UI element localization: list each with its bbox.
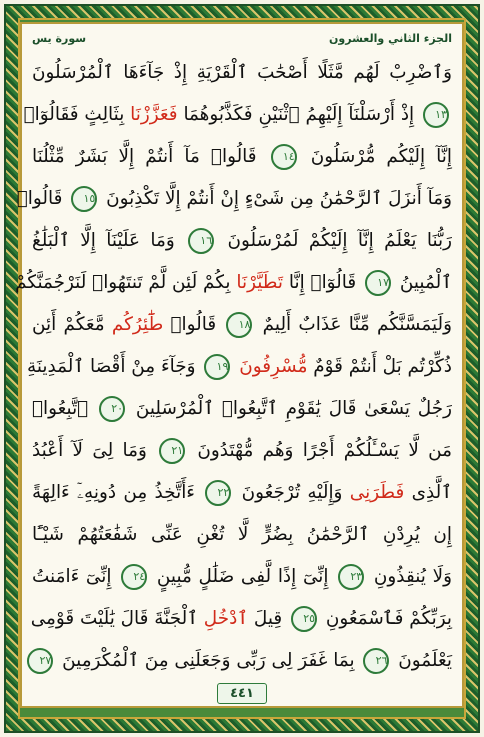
verse-line: [32, 644, 452, 678]
verse-text: إِن يُرِدْنِ ٱلرَّحْمَٰنُ بِضُرٍّ لَّا تُغْنِ عَنِّى شَفَٰعَتُهُمْ شَيْـًٔا: [32, 524, 452, 545]
highlighted-word: طَٰٓئِرُكُم: [111, 314, 164, 335]
verse-line: [32, 224, 452, 258]
ayah-number-marker: ١٣: [423, 102, 449, 128]
ayah-number-marker: ٢٥: [291, 606, 317, 632]
verse-text: مَن لَّا يَسْـَٔلُكُمْ أَجْرًا وَهُم مُّهْتَدُونَ: [188, 440, 452, 461]
verse-line: [32, 56, 452, 90]
ayah-number-marker: ٢١: [159, 438, 185, 464]
verse-line: [23, 98, 452, 132]
verse-lines: [15, 56, 453, 678]
verse-text: ٱلَّذِى: [404, 482, 452, 503]
verse-text: ٱلْمُبِينُ: [394, 272, 452, 293]
ayah-number-marker: ١٥: [71, 186, 97, 212]
ayah-number-marker: ١٩: [204, 354, 230, 380]
page-header: [22, 24, 462, 52]
verse-text: قَالُوا۟ مَآ أَنتُمْ إِلَّا بَشَرٌ مِّثْلُنَا: [32, 146, 268, 167]
verse-text: ٱتَّبِعُوا۟: [32, 398, 97, 419]
highlighted-word: تَطَيَّرْنَا: [236, 272, 284, 293]
ayah-number-marker: ١٨: [226, 312, 252, 338]
verse-text: ءَأَتَّخِذُ مِن دُونِهِۦٓ ءَالِهَةً: [32, 482, 203, 503]
verse-line: [32, 560, 452, 594]
verse-text: مَّعَكُمْ أَئِن: [32, 314, 112, 335]
verse-text: بِكُمْ لَئِن لَّمْ تَنتَهُوا۟ لَنَرْجُمَنَّكُمْ: [15, 272, 237, 293]
verse-text: وَٱضْرِبْ لَهُم مَّثَلًا أَصْحَٰبَ ٱلْقَرْيَةِ إِذْ جَآءَهَا ٱلْمُرْسَلُونَ: [32, 62, 452, 83]
verse-text: إِنَّآ إِلَيْكُم مُّرْسَلُونَ: [299, 146, 453, 167]
verse-text: إِنِّىٓ ءَامَنتُ: [32, 566, 119, 587]
juz-label: الجزء الثاني والعشرون: [329, 31, 452, 45]
verse-text: قَالُوا۟: [163, 314, 224, 335]
highlighted-word: ٱدْخُلِ: [203, 608, 249, 629]
highlighted-word: فَطَرَنِى: [349, 482, 405, 503]
verse-text: ٱلْجَنَّةَ قَالَ يَٰلَيْتَ قَوْمِى: [30, 608, 204, 629]
verse-text: وَلَا يُنقِذُونِ: [367, 566, 452, 587]
page-number-box: [22, 680, 462, 706]
verse-line: [32, 392, 452, 426]
ayah-number-marker: ٢٣: [338, 564, 364, 590]
verse-text: رَبُّنَا يَعْلَمُ إِنَّآ إِلَيْكُمْ لَمُرْسَلُونَ: [217, 230, 452, 251]
highlighted-word: فَعَزَّزْنَا: [130, 104, 178, 125]
ayah-number-marker: ١٧: [365, 270, 391, 296]
verse-text: إِذْ أَرْسَلْنَآ إِلَيْهِمُ ٱثْنَيْنِ فَكَذَّبُوهُمَا: [177, 104, 420, 125]
verse-text: قِيلَ: [248, 608, 289, 629]
ayah-number-marker: ١٤: [271, 144, 297, 170]
verse-text: ذُكِّرْتُم بَلْ أَنتُمْ قَوْمٌ: [307, 356, 452, 377]
verse-text: وَمَآ أَنزَلَ ٱلرَّحْمَٰنُ مِن شَىْءٍ إِنْ أَنتُمْ إِلَّا تَكْذِبُونَ: [100, 188, 452, 209]
verse-text: بِرَبِّكُمْ فَٱسْمَعُونِ: [320, 608, 452, 629]
verse-text: إِنِّىٓ إِذًا لَّفِى ضَلَٰلٍ مُّبِينٍ: [150, 566, 336, 587]
ayah-number-marker: ٢٢: [205, 480, 231, 506]
ayah-number-marker: ٢٧: [27, 648, 53, 674]
verse-line: [15, 266, 452, 300]
text-panel: [15, 22, 464, 708]
verse-line: [32, 518, 452, 552]
verse-text: وَمَا عَلَيْنَآ إِلَّا ٱلْبَلَٰغُ: [32, 230, 186, 251]
verse-text: قَالُوا۟: [16, 188, 69, 209]
ayah-number-marker: ٢٠: [99, 396, 125, 422]
verse-text: وَإِلَيْهِ تُرْجَعُونَ: [234, 482, 350, 503]
verse-text: بِثَالِثٍ فَقَالُوٓا۟: [23, 104, 131, 125]
verse-line: [32, 476, 452, 510]
verse-line: [32, 602, 452, 636]
verse-line: [32, 434, 452, 468]
ayah-number-marker: ١٦: [188, 228, 214, 254]
highlighted-word: مُّسْرِفُونَ: [239, 356, 308, 377]
verse-text: وَجَآءَ مِنْ أَقْصَا ٱلْمَدِينَةِ: [26, 356, 202, 377]
verse-line: [26, 350, 452, 384]
verse-text: يَعْلَمُونَ: [392, 650, 452, 671]
verse-line: [16, 182, 452, 216]
page-number: ٤٤١: [217, 683, 267, 704]
verse-text: رَجُلٌ يَسْعَىٰ قَالَ يَٰقَوْمِ ٱتَّبِعُوا۟ ٱلْمُرْسَلِينَ: [128, 398, 452, 419]
verse-text: قَالُوٓا۟ إِنَّا: [283, 272, 363, 293]
verse-line: [32, 308, 452, 342]
surah-name-label: سورة يس: [32, 31, 87, 45]
verse-text: بِمَا غَفَرَ لِى رَبِّى وَجَعَلَنِى مِنَ ٱلْمُكْرَمِينَ: [56, 650, 361, 671]
verse-text: وَلَيَمَسَّنَّكُم مِّنَّا عَذَابٌ أَلِيمٌ: [255, 314, 452, 335]
ayah-number-marker: ٢٤: [121, 564, 147, 590]
verse-line: [32, 140, 452, 174]
ayah-number-marker: ٢٦: [363, 648, 389, 674]
verse-text: وَمَا لِىَ لَآ أَعْبُدُ: [32, 440, 157, 461]
